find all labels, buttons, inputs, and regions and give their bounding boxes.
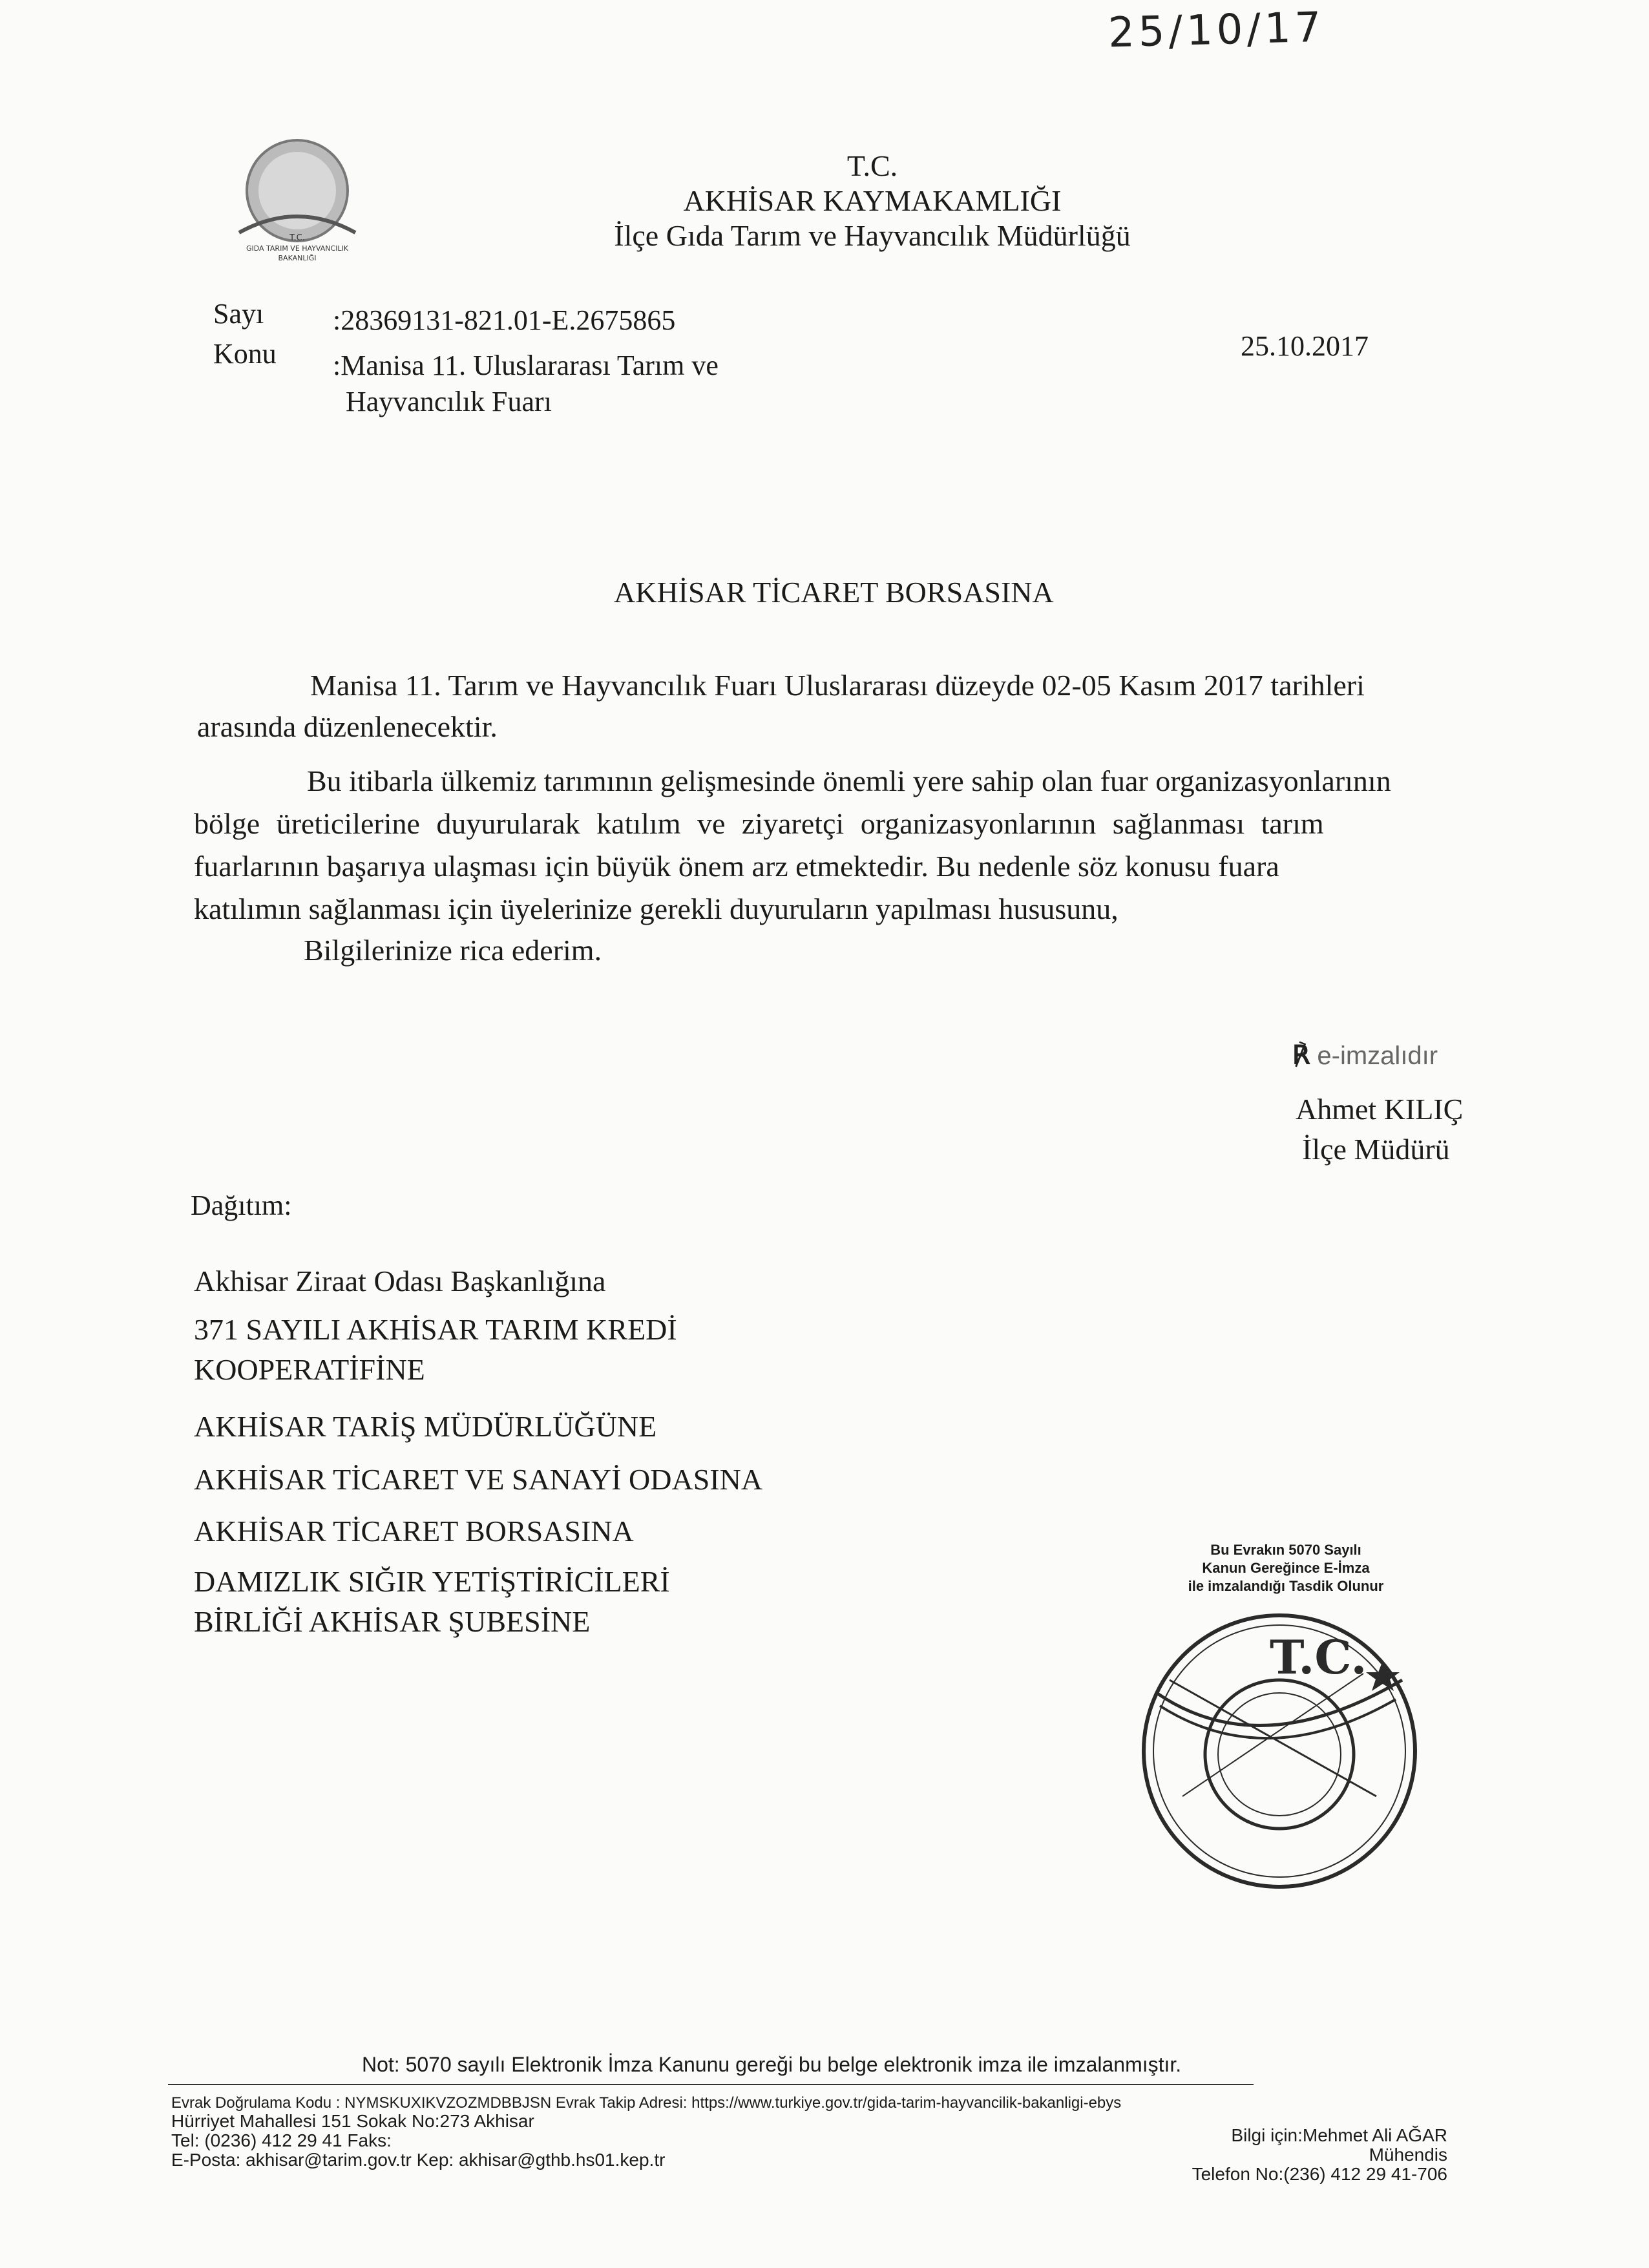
official-seal [1131,1602,1428,1900]
eimza-block [1292,1040,1438,1071]
distribution-item: AKHİSAR TİCARET BORSASINA [194,1515,634,1548]
document-date: 25.10.2017 [1241,330,1369,362]
distribution-item: BİRLİĞİ AKHİSAR ŞUBESİNE [194,1605,591,1638]
eimza-text: e-imzalıdır [1317,1042,1438,1070]
footer-address: Hürriyet Mahallesi 151 Sokak No:273 Akhisar [171,2111,534,2131]
footer-tel: Tel: (0236) 412 29 41 Faks: [171,2130,392,2150]
footer-verification: Evrak Doğrulama Kodu : NYMSKUXIKVZOZMDBBJSN Evrak Takip Adresi: https://www.turkiye.gov.tr/gida-tarim-hayvancilik-bakanligi-ebys [171,2094,1122,2112]
recipient-title: AKHİSAR TİCARET BORSASINA [614,576,1054,609]
footer-note: Not: 5070 sayılı Elektronik İmza Kanunu gereği bu belge elektronik imza ile imzalanmıştır. [362,2053,1182,2076]
body-p2-line1: Bu itibarla ülkemiz tarımının gelişmesinde önemli yere sahip olan fuar organizasyonlarının [307,764,1391,797]
header-institution: AKHİSAR KAYMAKAMLIĞI [683,184,1062,217]
svg-text:T.C.: T.C. [289,233,305,243]
body-p2-line2: bölge üreticilerine duyurularak katılım ve ziyaretçi organizasyonlarının sağlanması tarım [194,807,1324,840]
stamp-note: Bu Evrakın 5070 Sayılı Kanun Gereğince E-İmza ile imzalandığı Tasdik Olunur [1188,1542,1384,1594]
body-p2-line3: fuarlarının başarıya ulaşması için büyük önem arz etmektedir. Bu nedenle söz konusu fuara [194,850,1279,883]
konu-value-cont: Hayvancılık Fuarı [346,386,552,417]
distribution-item: AKHİSAR TARİŞ MÜDÜRLÜĞÜNE [194,1410,657,1443]
sayi-value: :28369131-821.01-E.2675865 [333,304,676,336]
distribution-item: Akhisar Ziraat Odası Başkanlığına [194,1265,606,1297]
distribution-item: KOOPERATİFİNE [194,1353,425,1386]
body-p2-line4: katılımın sağlanması için üyelerinize gerekli duyuruların yapılması hususunu, [194,892,1119,925]
footer-email: E-Posta: akhisar@tarim.gov.tr Kep: akhisar@gthb.hs01.kep.tr [171,2150,666,2170]
konu-value: :Manisa 11. Uluslararası Tarım ve [333,350,719,381]
distribution-item: AKHİSAR TİCARET VE SANAYİ ODASINA [194,1463,763,1496]
svg-text:GIDA TARIM VE HAYVANCILIK: GIDA TARIM VE HAYVANCILIK [246,244,349,253]
header-department: İlçe Gıda Tarım ve Hayvancılık Müdürlüğü [614,219,1131,252]
body-closing: Bilgilerinize rica ederim. [304,934,602,967]
eimza-icon: ℟ [1292,1041,1311,1071]
signer-name: Ahmet KILIÇ [1296,1093,1464,1126]
body-p1-line1: Manisa 11. Tarım ve Hayvancılık Fuarı Uluslararası düzeyde 02-05 Kasım 2017 tarihleri [310,669,1365,702]
footer-contact-name: Bilgi için:Mehmet Ali AĞAR [1231,2125,1447,2145]
distribution-item: DAMIZLIK SIĞIR YETİŞTİRİCİLERİ [194,1565,670,1598]
body-p1-line2: arasında düzenlenecektir. [197,710,498,743]
footer-contact-phone: Telefon No:(236) 412 29 41-706 [1192,2164,1447,2184]
header-tc: T.C. [846,149,898,182]
distribution-item: 371 SAYILI AKHİSAR TARIM KREDİ [194,1313,677,1346]
footer-contact-role: Mühendis [1369,2145,1447,2165]
seal-text: T.C. [1270,1630,1367,1685]
sayi-label: Sayı [213,298,264,330]
signer-title: İlçe Müdürü [1302,1133,1450,1166]
konu-label: Konu [213,338,277,370]
distribution-label: Dağıtım: [191,1190,292,1221]
footer-divider [168,2084,1254,2085]
ministry-logo [213,123,381,271]
svg-text:BAKANLIĞI: BAKANLIĞI [278,254,317,262]
handwritten-date: 25/10/17 [1108,3,1326,58]
